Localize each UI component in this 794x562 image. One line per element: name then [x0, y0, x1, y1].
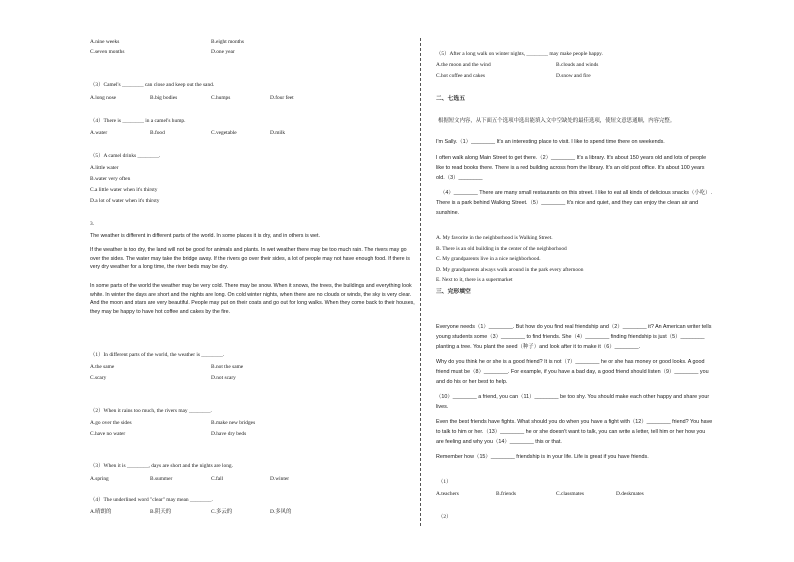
- option-c: C.scary: [90, 375, 107, 381]
- passage-line: and do his or her best to help.: [436, 379, 508, 385]
- choice-option: B. There is an old building in the center of the neighborhood: [436, 246, 567, 252]
- column-divider: [420, 38, 421, 526]
- option-d: D.a lot of water when it's thirsty: [90, 198, 160, 204]
- option-b: B.summer: [150, 476, 173, 482]
- option-c: C.多云的: [211, 509, 233, 515]
- question-stem: （5）After a long walk on winter nights, ________ may make people happy.: [436, 51, 603, 57]
- section-number: 3.: [90, 221, 95, 227]
- passage-paragraph: If the weather is too dry, the land will not be good for animals and plants. In wet weather there may be too much rain. The rivers may go over the sides. The water may take the bridge away. If the rivers go over their sides, a lot of people may not have enough food. If there is very dry weather for a long time, the river beds may be dry.: [90, 247, 410, 271]
- option-d: D.one year: [211, 49, 235, 55]
- option-b: B.eight months: [211, 39, 244, 45]
- question-stem: （3）Camel's ________ can close and keep out the sand.: [90, 82, 215, 88]
- option-d: D.four feet: [270, 95, 294, 101]
- option-c: C.fall: [211, 476, 224, 482]
- section-title: 二、七选五: [436, 96, 465, 102]
- option-c: C.a little water when it's thirsty: [90, 187, 158, 193]
- option-d: D.snow and fire: [556, 73, 591, 79]
- passage-line: are feeling and why you（14）________ this or that.: [436, 439, 562, 445]
- question-stem: （4）The underlined word "clear" may mean ________.: [90, 497, 213, 503]
- option-a: A.the moon and the wind: [436, 62, 491, 68]
- question-number: （1）: [438, 479, 452, 485]
- question-stem: （2）When it rains too much, the rivers may ________.: [90, 408, 212, 414]
- option-a: A.long nose: [90, 95, 117, 101]
- option-c: C.hot coffee and cakes: [436, 73, 485, 79]
- option-d: D.milk: [270, 130, 286, 136]
- passage-line: Why do you think he or she is a good friend? It is not（7）________ he or she has money or good looks. A good: [436, 359, 705, 365]
- option-b: B.friends: [496, 491, 516, 497]
- option-a: A.teachers: [436, 491, 459, 497]
- option-c: C.vegetable: [211, 130, 237, 136]
- option-a: A.晴朗的: [90, 509, 112, 515]
- passage-line: young students some（3）________ to find friends. She（4）________ finding friendship is just（5）________: [436, 334, 705, 340]
- cloze-line: sunshine.: [436, 210, 460, 216]
- choice-option: C. My grandparents live in a nice neighborhood.: [436, 256, 541, 262]
- cloze-line: like to read books there. There is a red building across from the library. It's an old post office. It's about 100 years: [436, 165, 705, 171]
- passage-line: Even the best friends have fights. What should you do when you have a fight with（12）________ friend? You have: [436, 419, 713, 425]
- question-number: （2）: [438, 514, 452, 520]
- option-b: B.not the same: [211, 364, 244, 370]
- passage-paragraph: The weather is different in different parts of the world. In some places it is dry, and in others is wet.: [90, 233, 320, 239]
- passage-line: （10）________ a friend, you can（11）________ be too shy. You should make each other happy and share your: [436, 394, 710, 400]
- cloze-line: There is a park behind Walking Street.（5）________ It's nice and quiet, and they can enjoy the clean air and: [436, 200, 699, 206]
- question-stem: （3）When it is ________, days are short and the nights are long.: [90, 463, 233, 469]
- passage-line: Everyone needs（1）________. But how do you find real friendship and（2）________ it? An American writer tells: [436, 324, 712, 330]
- question-stem: （1）In different parts of the world, the weather is ________.: [90, 352, 225, 358]
- option-d: D.多风的: [270, 509, 292, 515]
- option-a: A.go over the sides: [90, 420, 132, 426]
- question-stem: （4）There is ________ in a camel's hump.: [90, 118, 186, 124]
- option-b: B.water very often: [90, 176, 131, 182]
- option-c: C.have no water: [90, 431, 126, 437]
- option-c: C.humps: [211, 95, 231, 101]
- choice-option: E. Next to it, there is a supermarket: [436, 277, 513, 283]
- passage-line: friend must be（8）________. For example, if you have a bad day, a good friend should listen（9）________ you: [436, 369, 709, 375]
- choice-option: A. My favorite in the neighborhood is Walking Street.: [436, 235, 553, 241]
- passage-line: to talk to him or her.（13）________ he or she doesn't want to talk, you can write a letter, tell him or her how you: [436, 429, 706, 435]
- section-title: 三、完形填空: [436, 289, 471, 295]
- passage-paragraph: In some parts of the world the weather may be very cold. There may be snow. When it snows, the trees, the buildings and everything look white. In winter the days are short and the nights are long. On cold winter nights, when there are no clouds or winds, the sky is very clear. And the moon and stars are very beautiful. People may put on their coats and go out for long walks. When they come back to their houses, they may be happy to have hot coffee and cakes by the fire.: [90, 283, 415, 315]
- cloze-line: （4）________ There are many small restaurants on this street. I like to eat all kinds of delicious snacks（小吃）.: [440, 190, 713, 196]
- option-d: D.have dry beds: [211, 431, 247, 437]
- choice-option: D. My grandparents always walk around in the park every afternoon: [436, 267, 584, 273]
- option-d: D.deskmates: [616, 491, 644, 497]
- option-b: B.clouds and winds: [556, 62, 599, 68]
- option-b: B.food: [150, 130, 165, 136]
- option-c: C.seven months: [90, 49, 125, 55]
- cloze-line: I'm Sally.（1）________ It's an interesting place to visit. I like to spend time there on weekends.: [436, 139, 665, 145]
- option-b: B.阴天的: [150, 509, 172, 515]
- cloze-line: I often walk along Main Street to get there.（2）________ It's a library. It's about 150 years old and lots of people: [436, 155, 707, 161]
- cloze-line: old.（3）________: [436, 175, 483, 181]
- option-a: A.nine weeks: [90, 39, 120, 45]
- option-c: C.classmates: [556, 491, 584, 497]
- passage-line: Remember how（15）________ friendship is in your life. Life is great if you have friends.: [436, 454, 649, 460]
- option-d: D.winter: [270, 476, 290, 482]
- passage-line: lives.: [436, 404, 449, 410]
- option-a: A.water: [90, 130, 108, 136]
- option-a: A.spring: [90, 476, 109, 482]
- option-b: B.make new bridges: [211, 420, 256, 426]
- option-d: D.not scary: [211, 375, 236, 381]
- section-instructions: 根据短文内容，从下面五个选项中选出能填入文中空缺处的最佳选项，使短文意思通顺，内容完整。: [438, 118, 676, 124]
- passage-line: planting a tree. You plant the seed（种子）and look after it to make it（6）________.: [436, 344, 641, 350]
- question-stem: （5）A camel drinks ________.: [90, 153, 161, 159]
- option-a: A.the same: [90, 364, 115, 370]
- option-a: A.little water: [90, 165, 119, 171]
- option-b: B.big bodies: [150, 95, 178, 101]
